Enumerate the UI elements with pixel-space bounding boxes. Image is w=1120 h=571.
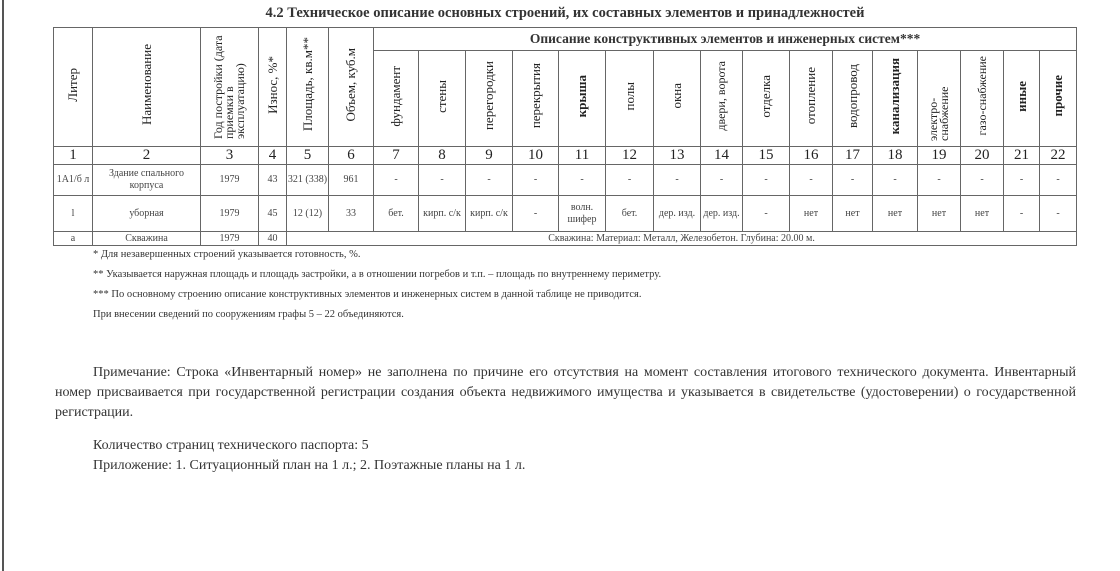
element-header-label: водопровод <box>844 63 860 129</box>
table-cell: 33 <box>329 196 374 232</box>
column-number: 21 <box>1004 147 1040 165</box>
column-header-label: Наименование <box>138 44 154 125</box>
column-header <box>287 28 329 147</box>
table-cell: - <box>743 165 790 196</box>
well-description: Скважина: Материал: Металл, Железобетон. Глубина: 20.00 м. <box>287 232 1077 246</box>
group-header: Описание конструктивных элементов и инженерных систем*** <box>374 28 1077 51</box>
element-header-label: перегородки <box>481 61 496 131</box>
element-header-label: крыша <box>574 74 589 118</box>
table-cell: нет <box>918 196 961 232</box>
table-cell: 45 <box>259 196 287 232</box>
column-header <box>93 28 201 147</box>
element-header <box>559 51 606 147</box>
table-cell: - <box>654 165 701 196</box>
element-header <box>374 51 419 147</box>
element-header <box>743 51 790 147</box>
column-number: 8 <box>419 147 466 165</box>
table-row <box>54 196 1077 232</box>
column-number: 2 <box>93 147 201 165</box>
element-header <box>513 51 559 147</box>
element-header <box>1040 51 1077 147</box>
table-cell: - <box>466 165 513 196</box>
column-number: 19 <box>918 147 961 165</box>
table-cell: - <box>559 165 606 196</box>
table-cell: - <box>701 165 743 196</box>
column-header-label: Площадь, кв.м** <box>299 37 315 132</box>
element-header-label: двери, ворота <box>714 61 728 131</box>
column-header <box>259 28 287 147</box>
table-cell: 12 (12) <box>287 196 329 232</box>
table-cell: нет <box>833 196 873 232</box>
table-cell: - <box>873 165 918 196</box>
element-header-label: окна <box>669 83 684 109</box>
element-header-label: стены <box>434 79 449 113</box>
column-number: 12 <box>606 147 654 165</box>
table-cell: нет <box>790 196 833 232</box>
element-header <box>873 51 918 147</box>
table-row <box>54 165 1077 196</box>
column-number: 3 <box>201 147 259 165</box>
element-header-label: фундамент <box>388 65 403 127</box>
table-cell: 40 <box>259 232 287 246</box>
column-header <box>201 28 259 147</box>
table-cell: кирп. с/к <box>419 196 466 232</box>
element-header-label: отделка <box>758 74 773 118</box>
table-cell: нет <box>961 196 1004 232</box>
element-header <box>918 51 961 147</box>
element-header-label: перекрытия <box>527 63 543 129</box>
column-number: 18 <box>873 147 918 165</box>
element-header-label: прочие <box>1050 75 1066 117</box>
table-row-well <box>54 232 1077 246</box>
table-cell: Скважина <box>93 232 201 246</box>
section-title: 4.2 Техническое описание основных строений, их составных элементов и принадлежностей <box>265 5 865 21</box>
table-cell: дер. изд. <box>654 196 701 232</box>
column-number: 11 <box>559 147 606 165</box>
element-header <box>1004 51 1040 147</box>
column-header-label: Объем, куб.м <box>343 47 358 122</box>
page-border <box>2 0 4 571</box>
column-header-label: Год постройки (дата приемки в эксплуатацию) <box>211 34 247 139</box>
column-number: 9 <box>466 147 513 165</box>
column-number: 10 <box>513 147 559 165</box>
element-header <box>606 51 654 147</box>
column-header-label: Износ, %* <box>264 55 280 114</box>
table-cell: - <box>374 165 419 196</box>
table-cell: 961 <box>329 165 374 196</box>
table-cell: дер. изд. <box>701 196 743 232</box>
table-cell: - <box>513 196 559 232</box>
element-header <box>701 51 743 147</box>
table-cell: уборная <box>93 196 201 232</box>
buildings-description-table <box>53 27 1077 246</box>
column-header <box>329 28 374 147</box>
table-cell: - <box>918 165 961 196</box>
column-number: 6 <box>329 147 374 165</box>
column-number: 5 <box>287 147 329 165</box>
table-cell: - <box>513 165 559 196</box>
table-cell: - <box>1040 196 1077 232</box>
element-header-label: канализация <box>887 57 902 135</box>
table-cell: 1А1/б л <box>54 165 93 196</box>
element-header-label: электро-снабжение <box>926 86 951 141</box>
column-number: 14 <box>701 147 743 165</box>
table-cell: - <box>419 165 466 196</box>
column-header <box>54 28 93 147</box>
column-header-label: Литер <box>65 67 80 102</box>
table-cell: - <box>833 165 873 196</box>
table-cell: - <box>1040 165 1077 196</box>
table-cell: кирп. с/к <box>466 196 513 232</box>
table-cell: 1979 <box>201 232 259 246</box>
footnote: * Для незавершенных строений указывается готовность, %. <box>93 249 361 260</box>
page-count: Количество страниц технического паспорта: 5 <box>93 438 369 453</box>
element-header <box>466 51 513 147</box>
element-header <box>419 51 466 147</box>
note-paragraph: Примечание: Строка «Инвентарный номер» не заполнена по причине его отсутствия на момент составления итогового технического документа. Инвентарный номер присваивается при государственной регистрации создания объекта недвижимого имущества и указывается в свидетельстве (удостоверении) о государственной регистрации. <box>55 365 1076 420</box>
table-cell: волн. шифер <box>559 196 606 232</box>
column-number: 20 <box>961 147 1004 165</box>
table-cell: а <box>54 232 93 246</box>
table-cell: 1979 <box>201 196 259 232</box>
element-header-label: газо-снабжение <box>974 56 989 136</box>
element-header <box>654 51 701 147</box>
table-cell: 1979 <box>201 165 259 196</box>
column-number: 16 <box>790 147 833 165</box>
element-header-label: полы <box>621 81 637 111</box>
table-cell: - <box>1004 196 1040 232</box>
table-cell: - <box>790 165 833 196</box>
element-header <box>833 51 873 147</box>
column-number: 13 <box>654 147 701 165</box>
footnote: *** По основному строению описание конструктивных элементов и инженерных систем в данной таблице не приводится. <box>93 289 642 300</box>
header-row-group <box>54 28 1077 51</box>
column-number: 22 <box>1040 147 1077 165</box>
column-number: 7 <box>374 147 419 165</box>
element-header <box>961 51 1004 147</box>
appendix: Приложение: 1. Ситуационный план на 1 л.; 2. Поэтажные планы на 1 л. <box>93 458 526 473</box>
table-cell: - <box>606 165 654 196</box>
column-numbers-row <box>54 147 1077 165</box>
table-cell: бет. <box>606 196 654 232</box>
element-header-label: иные <box>1013 80 1029 112</box>
column-number: 17 <box>833 147 873 165</box>
table-cell: нет <box>873 196 918 232</box>
table-cell: 43 <box>259 165 287 196</box>
element-header-label: отопление <box>803 67 818 125</box>
table-cell: - <box>743 196 790 232</box>
table-cell: Здание спального корпуса <box>93 165 201 196</box>
table-cell: 321 (338) <box>287 165 329 196</box>
footnote: ** Указывается наружная площадь и площадь застройки, а в отношении погребов и т.п. – площадь по внутреннему периметру. <box>93 269 662 280</box>
table-cell: - <box>961 165 1004 196</box>
column-number: 1 <box>54 147 93 165</box>
table-cell: - <box>1004 165 1040 196</box>
table-cell: бет. <box>374 196 419 232</box>
footnote: При внесении сведений по сооружениям графы 5 – 22 объединяются. <box>93 309 404 320</box>
element-header <box>790 51 833 147</box>
column-number: 15 <box>743 147 790 165</box>
column-number: 4 <box>259 147 287 165</box>
table-cell: l <box>54 196 93 232</box>
